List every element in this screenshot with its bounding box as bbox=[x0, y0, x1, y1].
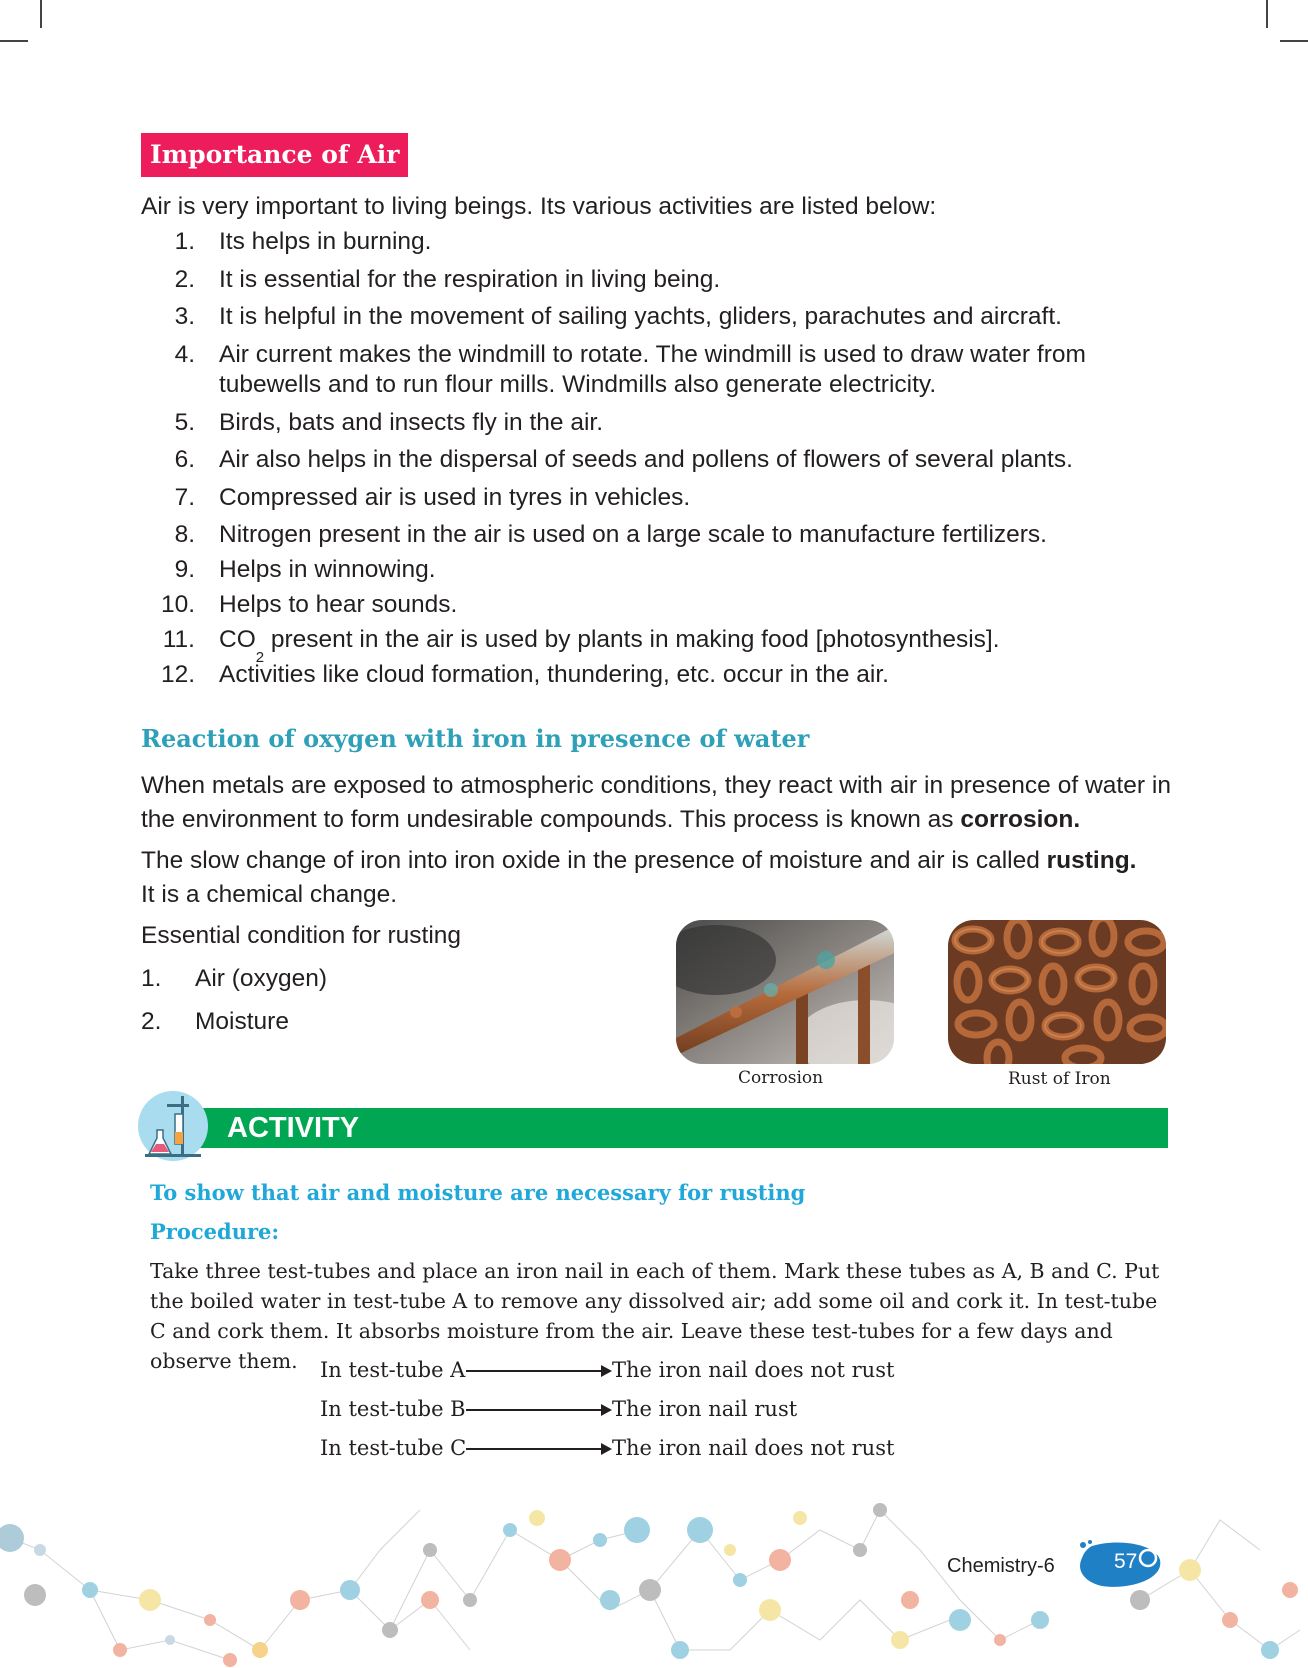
subject-label: Chemistry-6 bbox=[947, 1555, 1055, 1577]
crop-mark bbox=[1280, 40, 1308, 42]
intro-text: Air is very important to living beings. Its various activities are listed below: bbox=[141, 193, 937, 220]
rust-chain-photo bbox=[948, 920, 1166, 1064]
list-item: 5. Birds, bats and insects fly in the air. bbox=[174, 408, 604, 436]
rusting-paragraph: The slow change of iron into iron oxide in the presence of moisture and air is called rusting. It is a chemical change. bbox=[141, 847, 1137, 908]
photo-caption: Rust of Iron bbox=[1008, 1069, 1111, 1089]
corrosion-paragraph: When metals are exposed to atmospheric conditions, they react with air in presence of water in the environment to form undesirable compounds. This process is known as corrosion. bbox=[141, 772, 1171, 833]
arrow-icon bbox=[466, 1448, 610, 1450]
arrow-icon bbox=[466, 1409, 610, 1411]
photo-caption: Corrosion bbox=[738, 1068, 824, 1088]
list-item: 1. Its helps in burning. bbox=[174, 228, 432, 255]
arrow-icon bbox=[466, 1370, 610, 1372]
section-heading: Reaction of oxygen with iron in presence of water bbox=[141, 724, 810, 753]
corrosion-photo bbox=[676, 920, 894, 1064]
condition-item: 2. Moisture bbox=[141, 1008, 289, 1035]
section-tag: Importance of Air bbox=[141, 133, 408, 177]
list-item: 7. Compressed air is used in tyres in vehicles. bbox=[174, 483, 691, 511]
list-item: 3. It is helpful in the movement of sailing yachts, gliders, parachutes and aircraft. bbox=[174, 303, 1062, 330]
crop-mark bbox=[0, 40, 28, 42]
list-item: 8. Nitrogen present in the air is used on a large scale to manufacture fertilizers. bbox=[174, 521, 1047, 548]
list-item: 9. Helps in winnowing. bbox=[174, 556, 436, 583]
list-item: 10. Helps to hear sounds. bbox=[160, 591, 458, 618]
list-item: 6. Air also helps in the dispersal of seeds and pollens of flowers of several plants. bbox=[174, 446, 1073, 473]
conditions-title: Essential condition for rusting bbox=[141, 922, 462, 949]
list-item: 12. Activities like cloud formation, thundering, etc. occur in the air. bbox=[160, 661, 889, 688]
lab-flask-icon bbox=[137, 1090, 209, 1162]
activity-aim: To show that air and moisture are necessary for rusting bbox=[150, 1180, 806, 1205]
procedure-label: Procedure: bbox=[150, 1219, 280, 1244]
list-item: 2. It is essential for the respiration in living being. bbox=[174, 265, 721, 293]
crop-mark bbox=[40, 0, 42, 28]
page-number-badge: 57 bbox=[1078, 1540, 1162, 1588]
subscript: 2 bbox=[255, 649, 265, 666]
list-item: 11. $CO_2$ present in the air is used by plants in making food [photosynthesis]. bbox=[162, 626, 1000, 666]
importance-list bbox=[141, 227, 1181, 698]
condition-item: 1. Air (oxygen) bbox=[141, 965, 328, 992]
procedure-text: Take three test-tubes and place an iron nail in each of them. Mark these tubes as A, B and C. Put the boiled water in test-tube A to remove any dissolved air; add some oil and cork it. In test-tube C and cork them. It absorbs moisture from the air. Leave these test-tubes for a few days and observe them. bbox=[150, 1259, 1160, 1373]
activity-title: ACTIVITY bbox=[227, 1112, 360, 1144]
list-item: 4. Air current makes the windmill to rotate. The windmill is used to draw water from tubewells and to run flour mills. Windmills also generate electricity. bbox=[174, 340, 1086, 398]
crop-mark bbox=[1266, 0, 1268, 28]
